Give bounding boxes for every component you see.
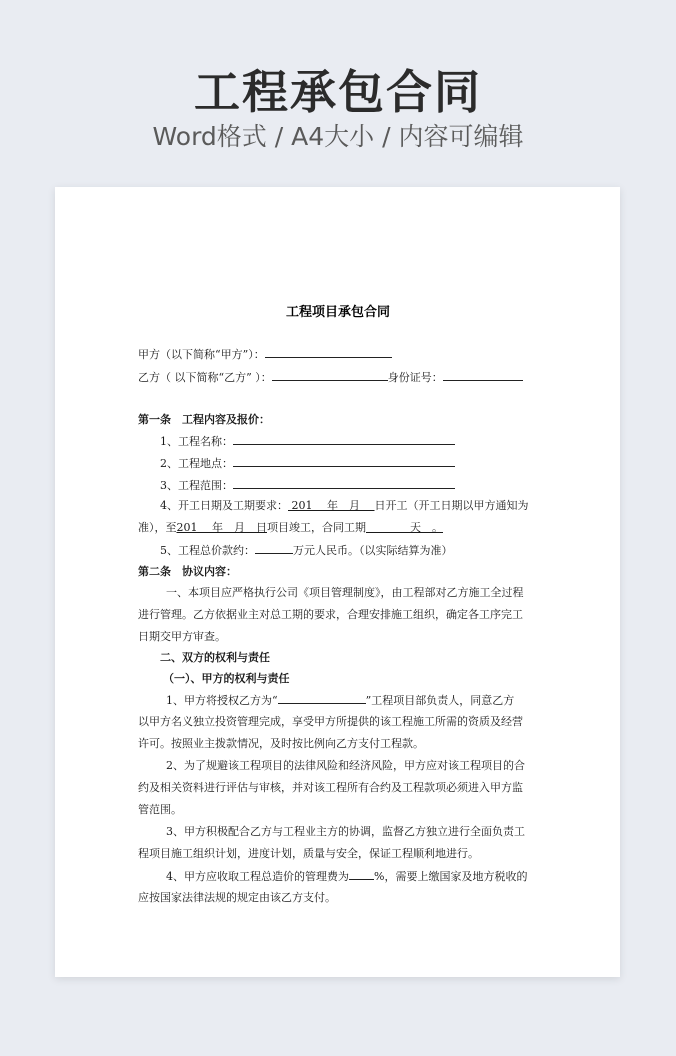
right-1-line-3: 许可。按照业主拨款情况，及时按比例向乙方支付工程款。: [138, 737, 424, 750]
price-line: [138, 542, 453, 559]
project-name-label: 1、工程名称：: [160, 435, 233, 448]
project-scope-line: [138, 477, 455, 494]
project-name-field[interactable]: [233, 433, 455, 445]
right-4-line-1: [138, 868, 527, 885]
document-title: 工程项目承包合同: [285, 305, 390, 320]
party-a-label: 甲方（以下简称“甲方”）：: [138, 348, 265, 361]
price-label: 5、工程总价款约：: [160, 544, 255, 557]
section-2-heading: 二、双方的权利与责任: [160, 651, 270, 664]
id-number-field[interactable]: [443, 369, 523, 381]
id-number-label: 身份证号：: [387, 371, 443, 384]
schedule-line-2: [138, 520, 443, 536]
paragraph-1-line-3: 日期交甲方审查。: [138, 630, 226, 643]
article-1-heading: 第一条 工程内容及报价：: [138, 413, 270, 426]
right-1-text-b: ”工程项目部负责人，同意乙方: [365, 694, 515, 707]
right-1-line-2: 以甲方名义独立投资管理完成，享受甲方所提供的该工程施工所需的资质及经营: [138, 715, 523, 728]
project-manager-field[interactable]: [278, 692, 366, 704]
start-date-field[interactable]: 201 年 月: [288, 499, 375, 512]
party-a-line: [138, 346, 392, 363]
paragraph-1-line-1: 一、本项目应严格执行公司《项目管理制度》，由工程部对乙方施工全过程: [166, 586, 524, 599]
schedule-start-text: 日开工（开工日期以甲方通知为: [374, 499, 529, 512]
paragraph-1-line-2: 进行管理。乙方依据业主对总工期的要求，合理安排施工组织，确定各工序完工: [138, 608, 523, 621]
schedule-line-1: [138, 498, 529, 514]
right-4-text-a: 4、甲方应收取工程总造价的管理费为: [166, 870, 349, 883]
project-scope-label: 3、工程范围：: [160, 479, 233, 492]
right-3-line-2: 程项目施工组织计划，进度计划，质量与安全，保证工程顺利地进行。: [138, 847, 479, 860]
right-1-line-1: [138, 692, 514, 709]
banner-title: 工程承包合同: [194, 65, 482, 119]
right-2-line-2: 约及相关资料进行评估与审核，并对该工程所有合约及工程款项必须进入甲方监: [138, 781, 523, 794]
duration-field[interactable]: 天 。: [366, 521, 443, 534]
right-2-line-1: 2、为了规避该工程项目的法律风险和经济风险，甲方应对该工程项目的合: [166, 759, 525, 772]
right-4-text-b: %，需要上缴国家及地方税收的: [374, 870, 528, 883]
section-2-subheading: （一）、甲方的权利与责任: [163, 672, 290, 685]
schedule-label: 4、开工日期及工期要求：: [160, 499, 288, 512]
price-field[interactable]: [255, 542, 293, 554]
banner-subtitle: Word格式 / A4大小 / 内容可编辑: [152, 122, 524, 151]
project-location-field[interactable]: [233, 455, 455, 467]
schedule-until-text: 准），至: [138, 521, 177, 534]
party-b-label: 乙方（ 以下简称“乙方” ）：: [138, 371, 272, 384]
party-a-field[interactable]: [265, 346, 392, 358]
project-location-label: 2、工程地点：: [160, 457, 233, 470]
end-date-field[interactable]: 201 年 月 日: [176, 521, 267, 534]
article-2-heading: 第二条 协议内容：: [138, 565, 237, 578]
party-b-line: [138, 369, 523, 386]
right-1-text-a: 1、甲方将授权乙方为“: [166, 694, 278, 707]
price-unit-text: 万元人民币。（以实际结算为准）: [293, 544, 453, 557]
document-page: [55, 187, 620, 977]
project-scope-field[interactable]: [233, 477, 455, 489]
management-fee-field[interactable]: [349, 868, 374, 880]
party-b-field[interactable]: [272, 369, 388, 381]
schedule-end-text: 项目竣工，合同工期: [267, 521, 366, 534]
right-2-line-3: 管范围。: [138, 803, 182, 816]
right-3-line-1: 3、甲方积极配合乙方与工程业主方的协调，监督乙方独立进行全面负责工: [166, 825, 525, 838]
project-name-line: [138, 433, 455, 450]
project-location-line: [138, 455, 455, 472]
right-4-line-2: 应按国家法律法规的规定由该乙方支付。: [138, 891, 336, 904]
